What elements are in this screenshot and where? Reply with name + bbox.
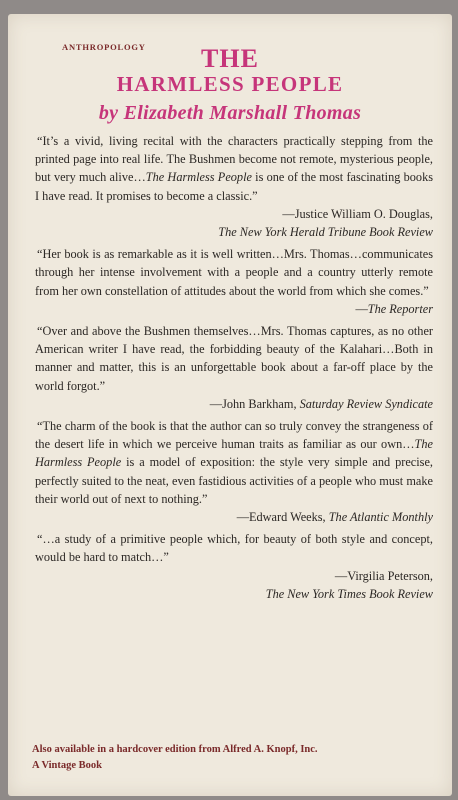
- quote-text: “It’s a vivid, living recital with the characters practically stepping from the printed page into real life. The Bushmen become not remote, mysterious people, but very much alive…: [35, 134, 433, 185]
- reviewer-name: —Virgilia Peterson,: [334, 568, 433, 583]
- review-weeks: [35, 417, 433, 526]
- review-attribution: [35, 567, 433, 603]
- review-source: Saturday Review Syndicate: [299, 396, 433, 411]
- review-source: The New York Times Book Review: [265, 586, 433, 601]
- review-source: The Reporter: [367, 301, 433, 316]
- review-barkham: [35, 322, 433, 413]
- review-quote: [35, 132, 433, 205]
- quote-text: “The charm of the book is that the author can so truly convey the strangeness of the desert life in which we perceive human traits as familiar as our own…: [35, 419, 433, 452]
- review-quote: [35, 530, 433, 566]
- review-quotes: [35, 132, 433, 607]
- review-peterson: [35, 530, 433, 603]
- hardcover-notice: Also available in a hardcover edition from Alfred A. Knopf, Inc.: [32, 744, 318, 755]
- review-attribution: [35, 508, 433, 526]
- reviewer-name: —Justice William O. Douglas,: [282, 206, 433, 221]
- reviewer-name: —: [355, 301, 368, 316]
- review-quote: [35, 322, 433, 395]
- reviewer-name: —John Barkham,: [209, 396, 300, 411]
- review-reporter: [35, 245, 433, 318]
- book-title-line-2: HARMLESS PEOPLE: [116, 72, 344, 96]
- quote-text: “Over and above the Bushmen themselves…Mrs. Thomas captures, as no other American writer I have read, the forbidding beauty of the Kalahari…Both in manner and matter, this is an unforgettable book about a far-off place by the world forgot.”: [35, 324, 433, 393]
- reviewer-name: —Edward Weeks,: [236, 510, 329, 525]
- review-quote: [35, 417, 433, 508]
- quote-text: “…a study of a primitive people which, for beauty of both style and concept, would be hard to match…”: [35, 532, 433, 565]
- review-attribution: [35, 300, 433, 318]
- quote-book-title: The Harmless People: [145, 170, 252, 185]
- quote-text: “Her book is as remarkable as it is well written…Mrs. Thomas…communicates through her intense involvement with a people and a country utterly remote from her own constellation of attitudes about the world from which she comes.”: [35, 247, 433, 298]
- book-title-line-1: THE: [201, 44, 259, 73]
- review-source: The New York Herald Tribune Book Review: [218, 225, 433, 240]
- review-douglas: [35, 132, 433, 241]
- review-quote: [35, 245, 433, 300]
- quote-book-title: The Harmless People: [35, 437, 433, 470]
- review-source: The Atlantic Monthly: [328, 510, 433, 525]
- publisher-footer: [32, 742, 437, 774]
- book-back-cover: [8, 14, 452, 796]
- review-attribution: [35, 395, 433, 413]
- review-attribution: [35, 205, 433, 241]
- category-label: ANTHROPOLOGY: [62, 42, 146, 52]
- author-byline: by Elizabeth Marshall Thomas: [98, 102, 362, 124]
- quote-text: is one of the most fascinating books I have read. It promises to become a classic.”: [35, 170, 433, 203]
- quote-text: is a model of exposition: the style very simple and precise, perfectly suited to the neat, even fastidious activities of a people who must make their world out of next to nothing.”: [35, 455, 433, 506]
- imprint-label: A Vintage Book: [32, 760, 103, 771]
